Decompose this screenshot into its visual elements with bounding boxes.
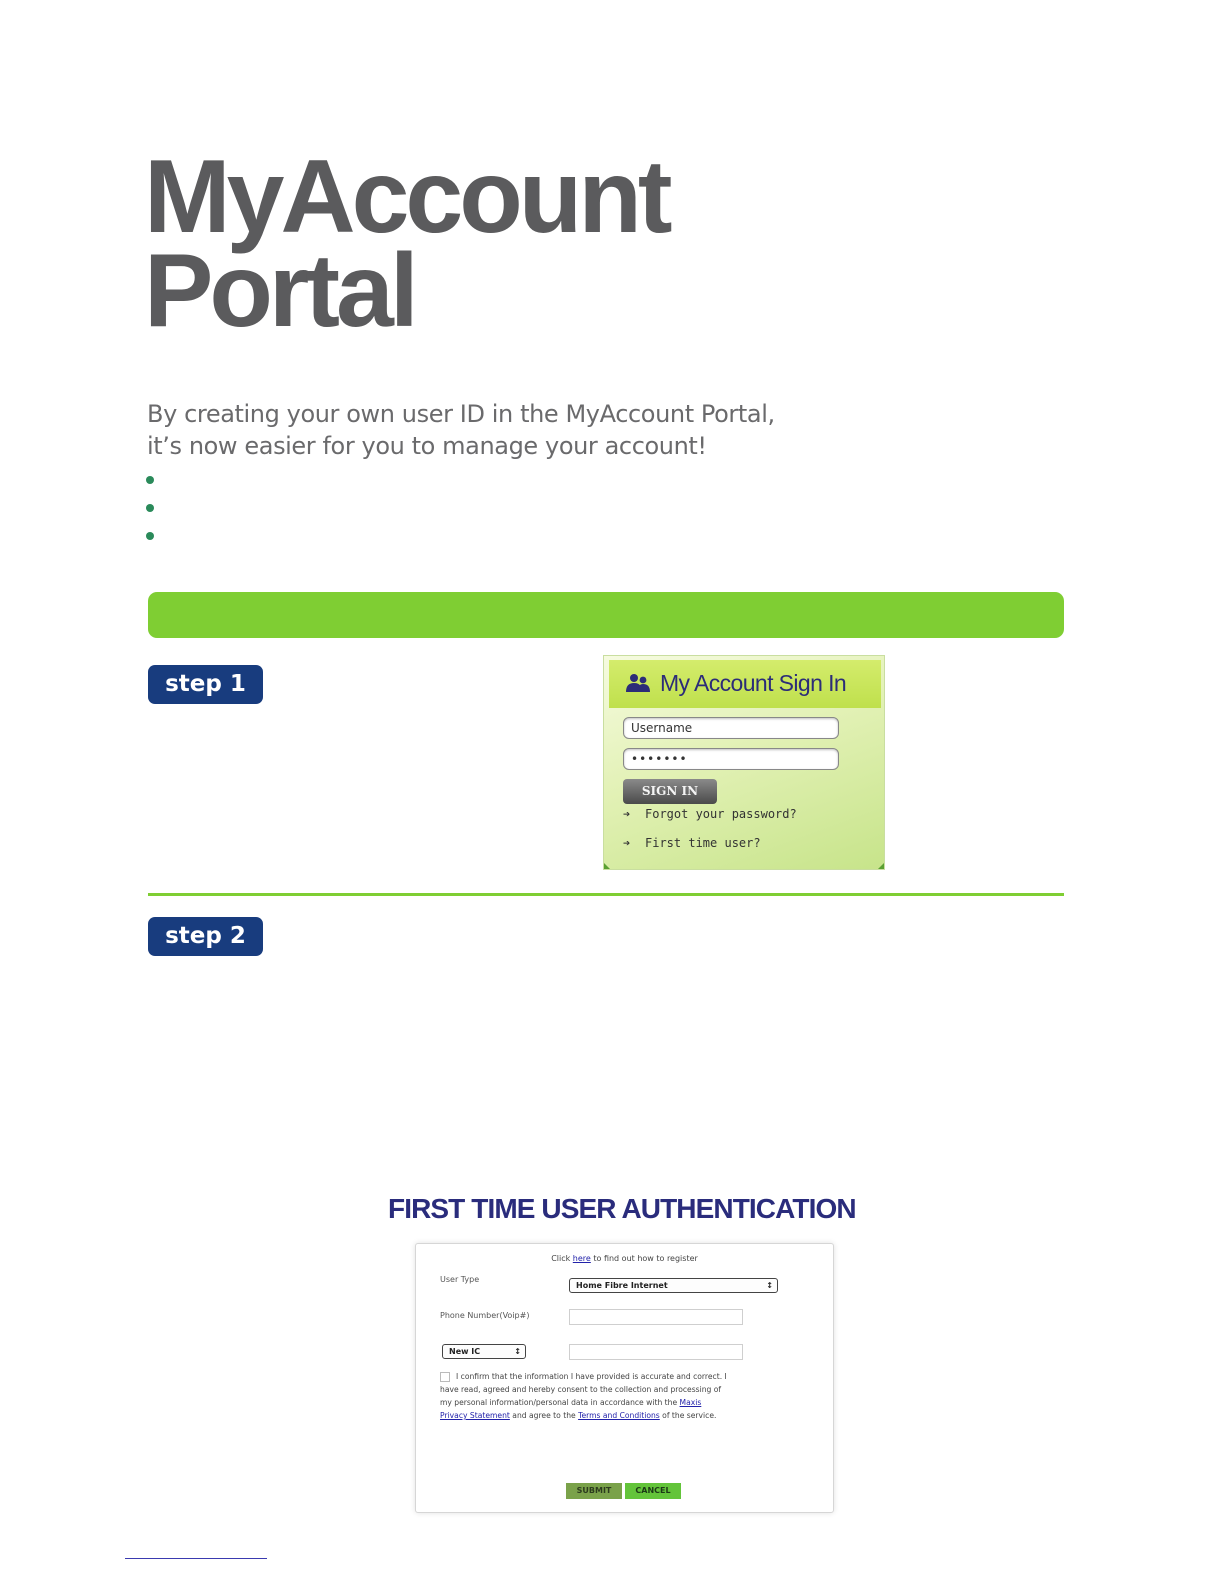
intro-line-1: By creating your own user ID in the MyAccount Portal, xyxy=(147,400,775,428)
consent-part-2: and agree to the xyxy=(509,1411,579,1420)
click-pre: Click xyxy=(551,1254,573,1263)
corner-decoration xyxy=(604,863,610,869)
first-time-user-link[interactable] xyxy=(623,836,761,850)
arrow-right-icon: ➔ xyxy=(623,836,631,850)
id-number-input[interactable] xyxy=(569,1344,743,1360)
auth-title: FIRST TIME USER AUTHENTICATION xyxy=(388,1193,856,1224)
bullet-dot xyxy=(146,476,154,484)
forgot-password-label: Forgot your password? xyxy=(645,807,797,821)
corner-decoration xyxy=(878,863,884,869)
submit-button[interactable]: SUBMIT xyxy=(566,1483,622,1499)
cancel-button[interactable]: CANCEL xyxy=(625,1483,681,1499)
sign-in-header xyxy=(609,660,881,708)
register-help-text xyxy=(416,1254,833,1263)
step-2-badge: step 2 xyxy=(148,917,263,956)
id-type-select[interactable]: New IC ↕ xyxy=(442,1344,526,1359)
consent-part-3: of the service. xyxy=(659,1411,717,1420)
footnote-rule xyxy=(125,1558,267,1559)
page-title xyxy=(144,139,669,349)
password-input[interactable]: ••••••• xyxy=(623,748,839,770)
register-help-link[interactable]: here xyxy=(572,1254,591,1263)
forgot-password-link[interactable] xyxy=(623,807,797,821)
bullet-dot xyxy=(146,532,154,540)
auth-form-panel xyxy=(415,1243,834,1513)
consent-part-1: I confirm that the information I have provided is accurate and correct. I have read, agreed and hereby consent to the collection and processing of my personal information/personal data in accordance with the xyxy=(440,1372,727,1407)
privacy-statement-link[interactable]: Maxis Privacy Statement xyxy=(440,1398,702,1420)
step-1-badge: step 1 xyxy=(148,665,263,704)
click-post: to find out how to register xyxy=(590,1254,698,1263)
title-line-2: Portal xyxy=(144,233,415,349)
intro-text xyxy=(147,398,775,462)
section-divider xyxy=(148,893,1064,896)
intro-line-2: it’s now easier for you to manage your account! xyxy=(147,432,707,460)
consent-checkbox[interactable] xyxy=(440,1372,450,1382)
section-header-bar xyxy=(148,592,1064,638)
user-type-label: User Type xyxy=(440,1275,480,1284)
bullet-dot xyxy=(146,504,154,512)
phone-number-label: Phone Number(Voip#) xyxy=(440,1311,530,1320)
sign-in-panel xyxy=(603,655,885,870)
title-line-1: MyAccount xyxy=(144,139,669,255)
first-time-user-label: First time user? xyxy=(645,836,761,850)
bullet-list xyxy=(146,476,154,560)
phone-number-input[interactable] xyxy=(569,1309,743,1325)
arrow-right-icon: ➔ xyxy=(623,807,631,821)
consent-text xyxy=(440,1370,730,1422)
users-icon xyxy=(625,673,651,693)
username-input[interactable]: Username xyxy=(623,717,839,739)
terms-link[interactable]: Terms and Conditions xyxy=(578,1411,660,1420)
user-type-select[interactable]: Home Fibre Internet ↕ xyxy=(569,1278,778,1293)
sign-in-button[interactable]: SIGN IN xyxy=(623,779,717,804)
sign-in-title: My Account Sign In xyxy=(660,670,847,696)
